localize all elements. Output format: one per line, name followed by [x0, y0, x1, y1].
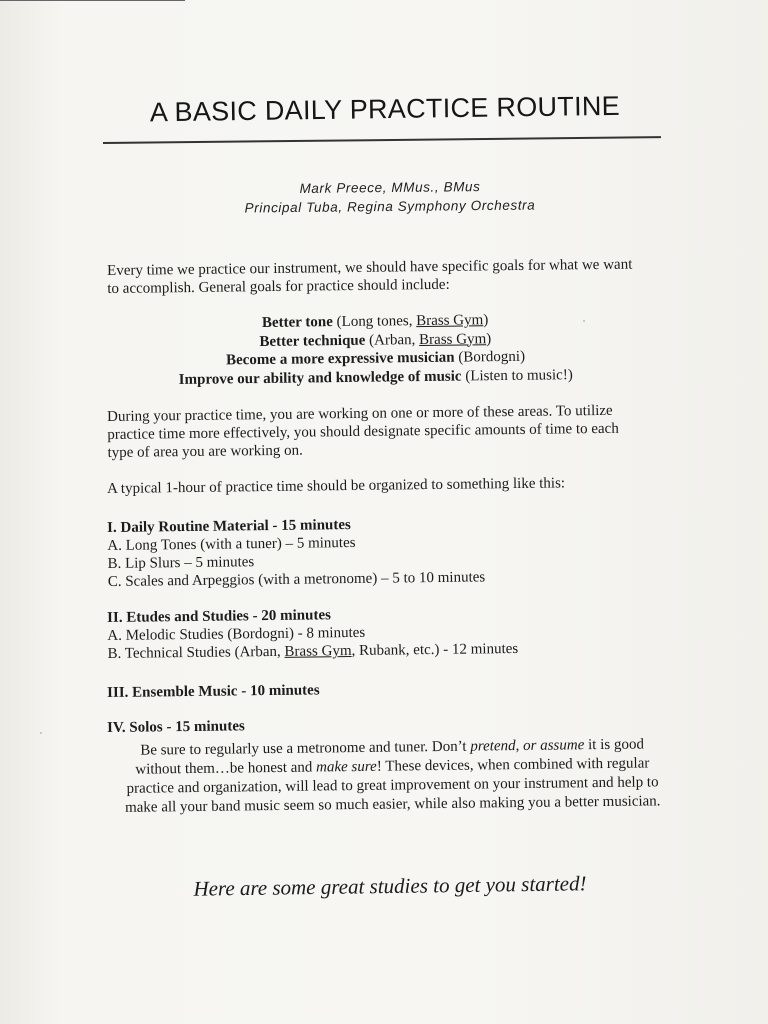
intro-line: Every time we practice our instrument, we should have specific goals for what we want [107, 256, 633, 279]
practice-time-paragraph [107, 401, 668, 462]
author-line: Mark Preece, MMus., BMus [299, 179, 481, 196]
closing-line: make all your band music seem so much easier, while also making you a better musician. [124, 793, 661, 816]
section-item: A. Melodic Studies (Bordogni) - 8 minutes [107, 624, 366, 644]
section-item: C. Scales and Arpeggios (with a metronome) – 5 to 10 minutes [107, 569, 486, 590]
section-etudes-studies [107, 602, 668, 663]
section-ensemble-music: III. Ensemble Music - 10 minutes [107, 682, 320, 701]
scan-speck [40, 732, 42, 734]
goal-bold: Better technique [259, 332, 366, 350]
scan-edge-line [0, 0, 185, 1]
goals-list [95, 309, 656, 390]
goal-underlined: Brass Gym [419, 330, 487, 348]
title-underline-rule [103, 136, 661, 143]
goal-text: ) [483, 312, 489, 329]
closing-paragraph [112, 735, 673, 818]
section-item: B. Lip Slurs – 5 minutes [107, 554, 255, 572]
intro-line: to accomplish. General goals for practice should include: [107, 276, 450, 297]
closing-text: Be sure to regularly use a metronome and tuner. Don’t [140, 738, 471, 759]
paragraph-line: During your practice time, you are working on one or more of these areas. To utilize [107, 402, 613, 425]
closing-text: it is good [584, 736, 645, 754]
paragraph-line: type of area you are working on. [107, 442, 303, 461]
closing-text: ! These devices, when combined with regular [376, 755, 650, 775]
section-solos: IV. Solos - 15 minutes [107, 718, 245, 736]
tagline: Here are some great studies to get you started! [193, 871, 587, 901]
goal-bold: Become a more expressive musician [225, 349, 455, 369]
section-heading: I. Daily Routine Material - 15 minutes [107, 517, 351, 536]
section-heading: II. Etudes and Studies - 20 minutes [107, 607, 332, 626]
item-text: , Rubank, etc.) - 12 minutes [351, 640, 519, 660]
typical-hour-line: A typical 1-hour of practice time should be organized to something like this: [107, 475, 566, 497]
goal-text: (Long tones, [332, 313, 417, 331]
document-title: A BASIC DAILY PRACTICE ROUTINE [149, 90, 621, 128]
scan-speck [583, 320, 585, 322]
section-item: A. Long Tones (with a tuner) – 5 minutes [107, 534, 356, 554]
position-line: Principal Tuba, Regina Symphony Orchestra [244, 197, 536, 216]
goal-bold: Better tone [261, 314, 333, 331]
paragraph-line: practice time more effectively, you should designate specific amounts of time to each [107, 420, 619, 443]
goal-bold: Improve our ability and knowledge of music [178, 368, 462, 388]
goal-text: (Bordogni) [454, 348, 526, 366]
goal-text: (Listen to music!) [461, 366, 573, 385]
closing-line: practice and organization, will lead to great improvement on your instrument and help to [126, 774, 659, 797]
closing-italic: make sure [316, 758, 377, 776]
item-text: B. Technical Studies (Arban, [107, 643, 285, 662]
goal-text: ) [486, 330, 492, 347]
goal-text: (Arban, [365, 331, 420, 349]
section-daily-routine [107, 512, 668, 591]
intro-paragraph [107, 255, 667, 298]
closing-italic: pretend, or assume [470, 737, 585, 755]
closing-text: without them…be honest and [135, 759, 317, 778]
goal-underlined: Brass Gym [416, 312, 484, 330]
item-underlined: Brass Gym [284, 643, 352, 660]
